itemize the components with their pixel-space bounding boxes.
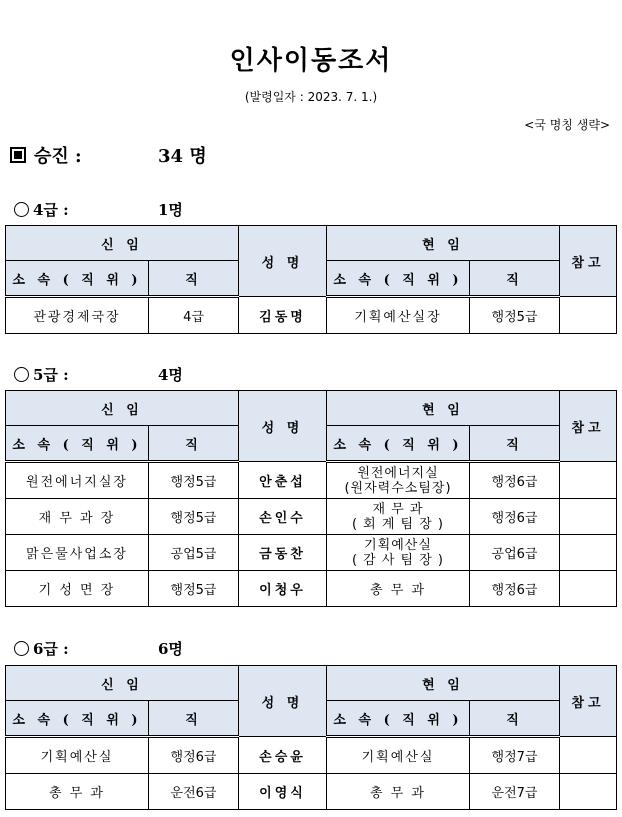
grade-heading <box>14 199 183 220</box>
grade-count: 6명 <box>158 640 183 658</box>
remarks-cell <box>560 499 617 535</box>
header-rank: 직 <box>149 261 239 297</box>
current-dept-line2: ( 회 계 팀 장 ) <box>351 516 445 532</box>
header-dept: 소 속 ( 직 위 ) <box>327 701 470 737</box>
new-rank: 운전6급 <box>149 774 239 810</box>
circle-icon <box>14 367 29 382</box>
header-remarks: 참고 <box>560 666 617 737</box>
header-new: 신 임 <box>6 391 239 426</box>
personnel-table <box>5 225 617 334</box>
current-dept-line1: 기획예산실 <box>364 537 432 553</box>
new-dept: 재 무 과 장 <box>6 499 149 535</box>
header-rank: 직 <box>470 701 560 737</box>
current-rank: 공업6급 <box>470 535 560 571</box>
header-current: 현 임 <box>327 666 560 701</box>
current-rank: 행정6급 <box>470 571 560 607</box>
grade-count: 4명 <box>158 366 183 384</box>
new-dept: 총 무 과 <box>6 774 149 810</box>
current-rank: 행정6급 <box>470 462 560 499</box>
table-row <box>6 774 617 810</box>
grade-label: 5급 : <box>33 366 69 384</box>
header-name: 성 명 <box>239 666 327 737</box>
new-dept: 기 성 면 장 <box>6 571 149 607</box>
table-row <box>6 499 617 535</box>
person-name: 금동찬 <box>239 535 327 571</box>
omission-note: <국 명칭 생략> <box>524 118 610 132</box>
filled-square-icon <box>10 147 26 163</box>
header-new: 신 임 <box>6 226 239 261</box>
remarks-cell <box>560 737 617 774</box>
current-dept <box>327 462 470 499</box>
personnel-table <box>5 390 617 607</box>
current-dept: 기획예산실 <box>327 737 470 774</box>
current-dept <box>327 535 470 571</box>
header-rank: 직 <box>149 426 239 462</box>
new-dept: 기획예산실 <box>6 737 149 774</box>
current-dept: 총 무 과 <box>327 571 470 607</box>
current-dept <box>327 499 470 535</box>
header-rank: 직 <box>470 261 560 297</box>
current-rank: 운전7급 <box>470 774 560 810</box>
person-name: 이영식 <box>239 774 327 810</box>
table-row <box>6 535 617 571</box>
header-dept: 소 속 ( 직 위 ) <box>327 426 470 462</box>
promotion-summary <box>10 142 207 168</box>
new-dept: 맑은물사업소장 <box>6 535 149 571</box>
grade-label: 4급 : <box>33 201 69 219</box>
table-row <box>6 297 617 334</box>
header-current: 현 임 <box>327 391 560 426</box>
header-dept: 소 속 ( 직 위 ) <box>327 261 470 297</box>
table-row <box>6 462 617 499</box>
header-remarks: 참고 <box>560 226 617 297</box>
remarks-cell <box>560 297 617 334</box>
header-dept: 소 속 ( 직 위 ) <box>6 701 149 737</box>
person-name: 손승윤 <box>239 737 327 774</box>
current-dept-line2: ( 감 사 팀 장 ) <box>351 552 445 568</box>
person-name: 안춘섭 <box>239 462 327 499</box>
grade-heading <box>14 638 183 659</box>
remarks-cell <box>560 571 617 607</box>
header-rank: 직 <box>470 426 560 462</box>
person-name: 김동명 <box>239 297 327 334</box>
new-dept: 원전에너지실장 <box>6 462 149 499</box>
header-new: 신 임 <box>6 666 239 701</box>
table-row <box>6 737 617 774</box>
header-name: 성 명 <box>239 391 327 462</box>
promotion-count: 34 명 <box>158 146 207 167</box>
header-remarks: 참고 <box>560 391 617 462</box>
remarks-cell <box>560 462 617 499</box>
document-title: 인사이동조서 <box>229 46 393 76</box>
header-rank: 직 <box>149 701 239 737</box>
circle-icon <box>14 641 29 656</box>
new-rank: 4급 <box>149 297 239 334</box>
current-rank: 행정6급 <box>470 499 560 535</box>
current-dept: 기획예산실장 <box>327 297 470 334</box>
new-dept: 관광경제국장 <box>6 297 149 334</box>
current-dept-line1: 재 무 과 <box>372 501 424 517</box>
grade-heading <box>14 364 183 385</box>
current-dept-line1: 원전에너지실 <box>357 465 439 481</box>
new-rank: 행정5급 <box>149 499 239 535</box>
current-dept: 총 무 과 <box>327 774 470 810</box>
new-rank: 행정5급 <box>149 462 239 499</box>
issue-date: (발령일자 : 2023. 7. 1.) <box>244 90 378 104</box>
table-row <box>6 571 617 607</box>
promotion-label: 승진 : <box>34 146 82 167</box>
new-rank: 행정5급 <box>149 571 239 607</box>
header-name: 성 명 <box>239 226 327 297</box>
grade-count: 1명 <box>158 201 183 219</box>
remarks-cell <box>560 535 617 571</box>
circle-icon <box>14 202 29 217</box>
remarks-cell <box>560 774 617 810</box>
header-dept: 소 속 ( 직 위 ) <box>6 426 149 462</box>
current-rank: 행정5급 <box>470 297 560 334</box>
grade-label: 6급 : <box>33 640 69 658</box>
header-current: 현 임 <box>327 226 560 261</box>
current-dept-line2: (원자력수소팀장) <box>344 480 452 496</box>
new-rank: 공업5급 <box>149 535 239 571</box>
new-rank: 행정6급 <box>149 737 239 774</box>
header-dept: 소 속 ( 직 위 ) <box>6 261 149 297</box>
person-name: 이청우 <box>239 571 327 607</box>
current-rank: 행정7급 <box>470 737 560 774</box>
person-name: 손인수 <box>239 499 327 535</box>
personnel-table <box>5 665 617 810</box>
